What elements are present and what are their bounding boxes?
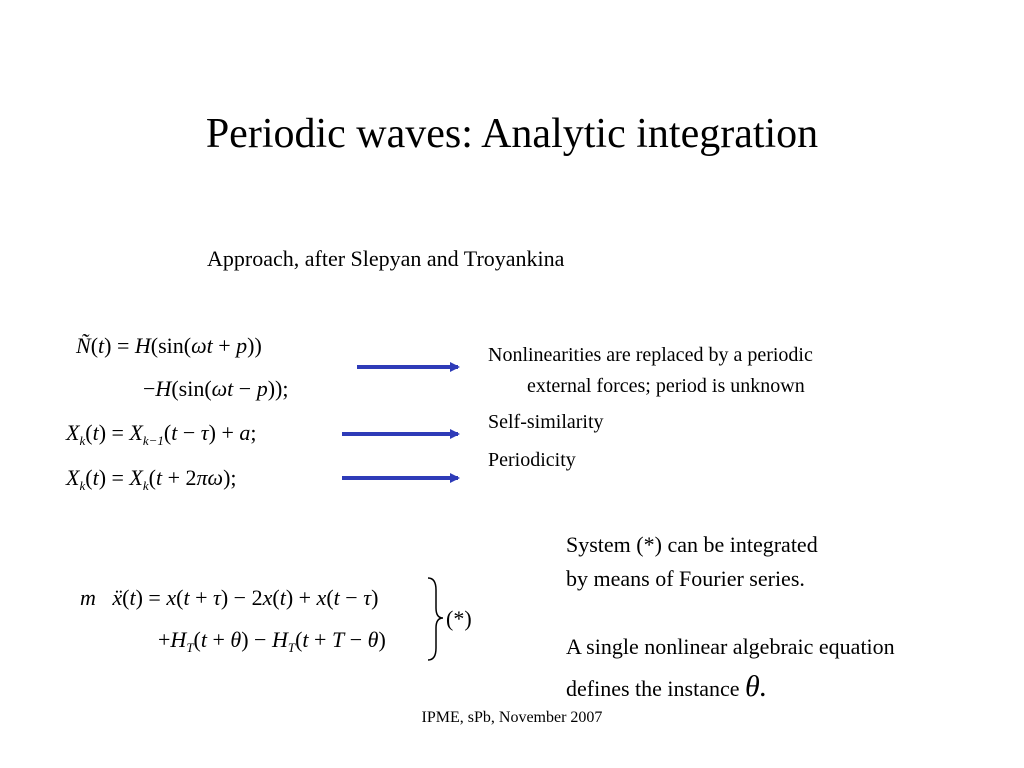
system-equation-line-2: $+H_T(t + \theta) - H_T(t + T - \theta)$ [158, 627, 386, 655]
right-text-line-4-text: defines the instance [566, 676, 740, 701]
system-label: (*) [446, 606, 472, 631]
equation-1-line-1: Ñ(t) = H(sin(ωt + p)) [76, 333, 262, 358]
equation-2: $X_k(t) = X_{k-1}(t - \tau) + a$; [66, 420, 257, 448]
slide-subtitle: Approach, after Slepyan and Troyankina [207, 246, 565, 271]
theta-symbol: θ. [745, 670, 768, 703]
right-text-line-3: A single nonlinear algebraic equation [566, 634, 895, 659]
slide-title: Periodic waves: Analytic integration [205, 111, 819, 157]
system-equation-line-1: m ẍ(t) = x(t + τ) − 2x(t) + x(t − τ) [80, 585, 379, 610]
equation-1-line-2: −H(sin(ωt − p)); [143, 376, 289, 401]
equation-3: $X_k(t) = X_k(t + 2\pi\omega)$; [66, 465, 237, 493]
note-nonlinearities-line-2: external forces; period is unknown [527, 375, 805, 397]
slide-footer: IPME, sPb, November 2007 [421, 709, 603, 726]
note-self-similarity: Self-similarity [488, 411, 604, 433]
note-periodicity: Periodicity [488, 449, 576, 471]
note-nonlinearities-line-1: Nonlinearities are replaced by a periodic [488, 344, 813, 366]
right-text-line-4 [566, 671, 767, 705]
right-text-line-2: by means of Fourier series. [566, 566, 805, 591]
right-text-line-1: System (*) can be integrated [566, 532, 818, 557]
